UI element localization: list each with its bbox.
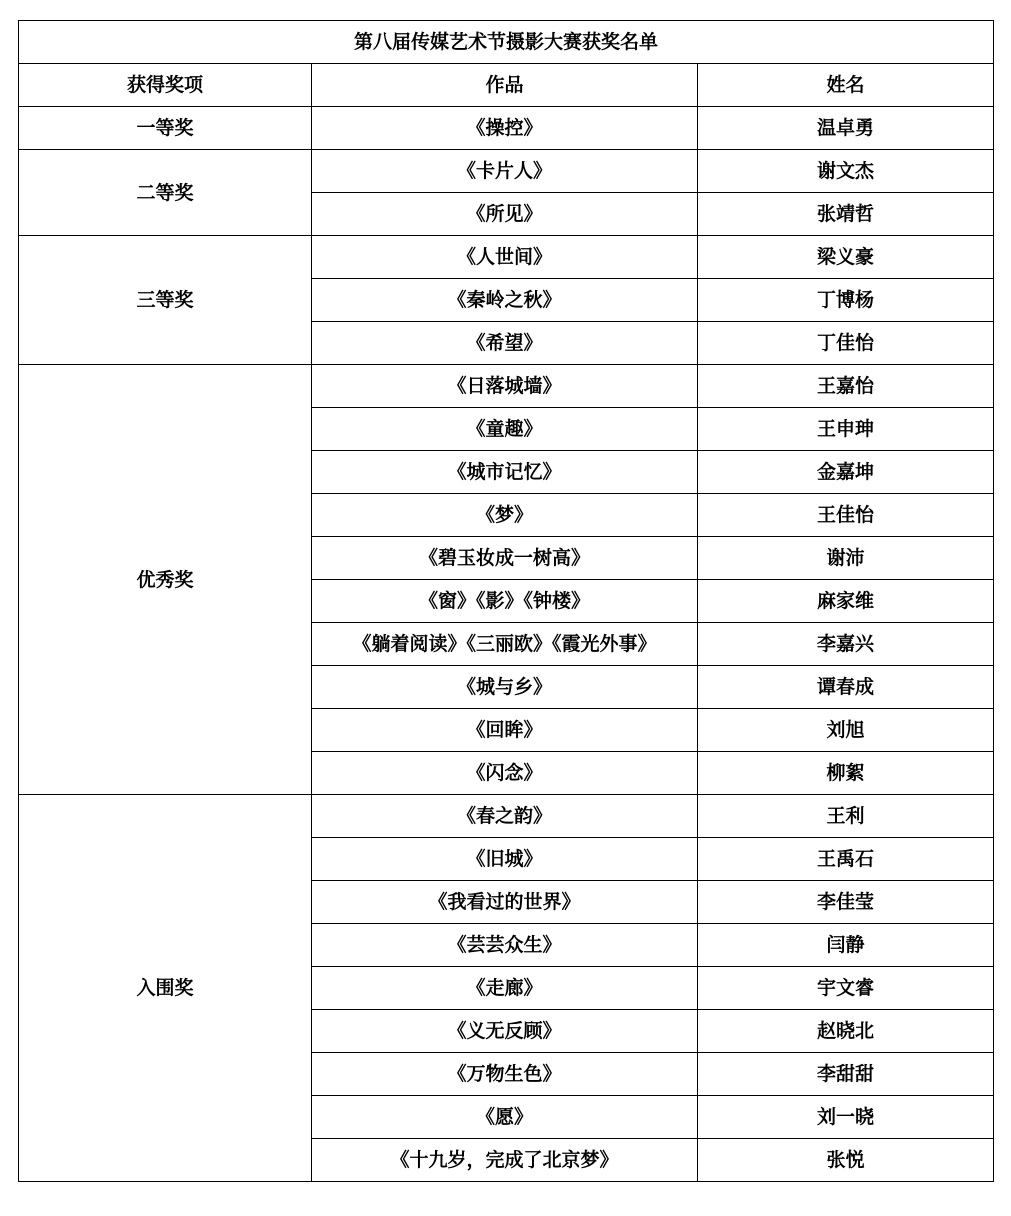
work-title-cell: 《秦岭之秋》	[312, 279, 698, 322]
winner-name-cell: 李佳莹	[698, 881, 994, 924]
work-title-cell: 《芸芸众生》	[312, 924, 698, 967]
work-title-cell: 《城与乡》	[312, 666, 698, 709]
table-row	[19, 795, 994, 838]
table-row	[19, 365, 994, 408]
work-title-cell: 《童趣》	[312, 408, 698, 451]
work-title-cell: 《愿》	[312, 1096, 698, 1139]
winner-name-cell: 柳絮	[698, 752, 994, 795]
work-title-cell: 《人世间》	[312, 236, 698, 279]
winner-name-cell: 李甜甜	[698, 1053, 994, 1096]
header-row	[19, 64, 994, 107]
winner-name-cell: 李嘉兴	[698, 623, 994, 666]
winner-name-cell: 张靖哲	[698, 193, 994, 236]
award-table	[18, 20, 994, 1182]
winner-name-cell: 闫静	[698, 924, 994, 967]
work-title-cell: 《城市记忆》	[312, 451, 698, 494]
winner-name-cell: 温卓勇	[698, 107, 994, 150]
winner-name-cell: 金嘉坤	[698, 451, 994, 494]
work-title-cell: 《窗》《影》《钟楼》	[312, 580, 698, 623]
work-title-cell: 《春之韵》	[312, 795, 698, 838]
table-row	[19, 107, 994, 150]
work-title-cell: 《所见》	[312, 193, 698, 236]
work-title-cell: 《我看过的世界》	[312, 881, 698, 924]
winner-name-cell: 王申珅	[698, 408, 994, 451]
table-body	[19, 21, 994, 1182]
work-title-cell: 《日落城墙》	[312, 365, 698, 408]
winner-name-cell: 王佳怡	[698, 494, 994, 537]
table-title: 第八届传媒艺术节摄影大赛获奖名单	[19, 21, 994, 64]
work-title-cell: 《躺着阅读》《三丽欧》《霞光外事》	[312, 623, 698, 666]
work-title-cell: 《操控》	[312, 107, 698, 150]
work-title-cell: 《十九岁，完成了北京梦》	[312, 1139, 698, 1182]
work-title-cell: 《希望》	[312, 322, 698, 365]
winner-name-cell: 谭春成	[698, 666, 994, 709]
winner-name-cell: 张悦	[698, 1139, 994, 1182]
work-title-cell: 《走廊》	[312, 967, 698, 1010]
winner-name-cell: 宇文睿	[698, 967, 994, 1010]
title-row	[19, 21, 994, 64]
header-award: 获得奖项	[19, 64, 312, 107]
award-level-cell: 入围奖	[19, 795, 312, 1182]
winner-name-cell: 刘一晓	[698, 1096, 994, 1139]
work-title-cell: 《卡片人》	[312, 150, 698, 193]
winner-name-cell: 谢沛	[698, 537, 994, 580]
winner-name-cell: 谢文杰	[698, 150, 994, 193]
winner-name-cell: 梁义豪	[698, 236, 994, 279]
work-title-cell: 《碧玉妆成一树高》	[312, 537, 698, 580]
work-title-cell: 《闪念》	[312, 752, 698, 795]
award-level-cell: 三等奖	[19, 236, 312, 365]
award-level-cell: 一等奖	[19, 107, 312, 150]
table-row	[19, 150, 994, 193]
work-title-cell: 《回眸》	[312, 709, 698, 752]
winner-name-cell: 麻家维	[698, 580, 994, 623]
award-level-cell: 二等奖	[19, 150, 312, 236]
work-title-cell: 《万物生色》	[312, 1053, 698, 1096]
work-title-cell: 《梦》	[312, 494, 698, 537]
winner-name-cell: 王利	[698, 795, 994, 838]
header-work: 作品	[312, 64, 698, 107]
work-title-cell: 《义无反顾》	[312, 1010, 698, 1053]
winner-name-cell: 刘旭	[698, 709, 994, 752]
table-row	[19, 236, 994, 279]
winner-name-cell: 王禹石	[698, 838, 994, 881]
header-name: 姓名	[698, 64, 994, 107]
winner-name-cell: 丁佳怡	[698, 322, 994, 365]
winner-name-cell: 丁博杨	[698, 279, 994, 322]
winner-name-cell: 赵晓北	[698, 1010, 994, 1053]
award-level-cell: 优秀奖	[19, 365, 312, 795]
work-title-cell: 《旧城》	[312, 838, 698, 881]
winner-name-cell: 王嘉怡	[698, 365, 994, 408]
